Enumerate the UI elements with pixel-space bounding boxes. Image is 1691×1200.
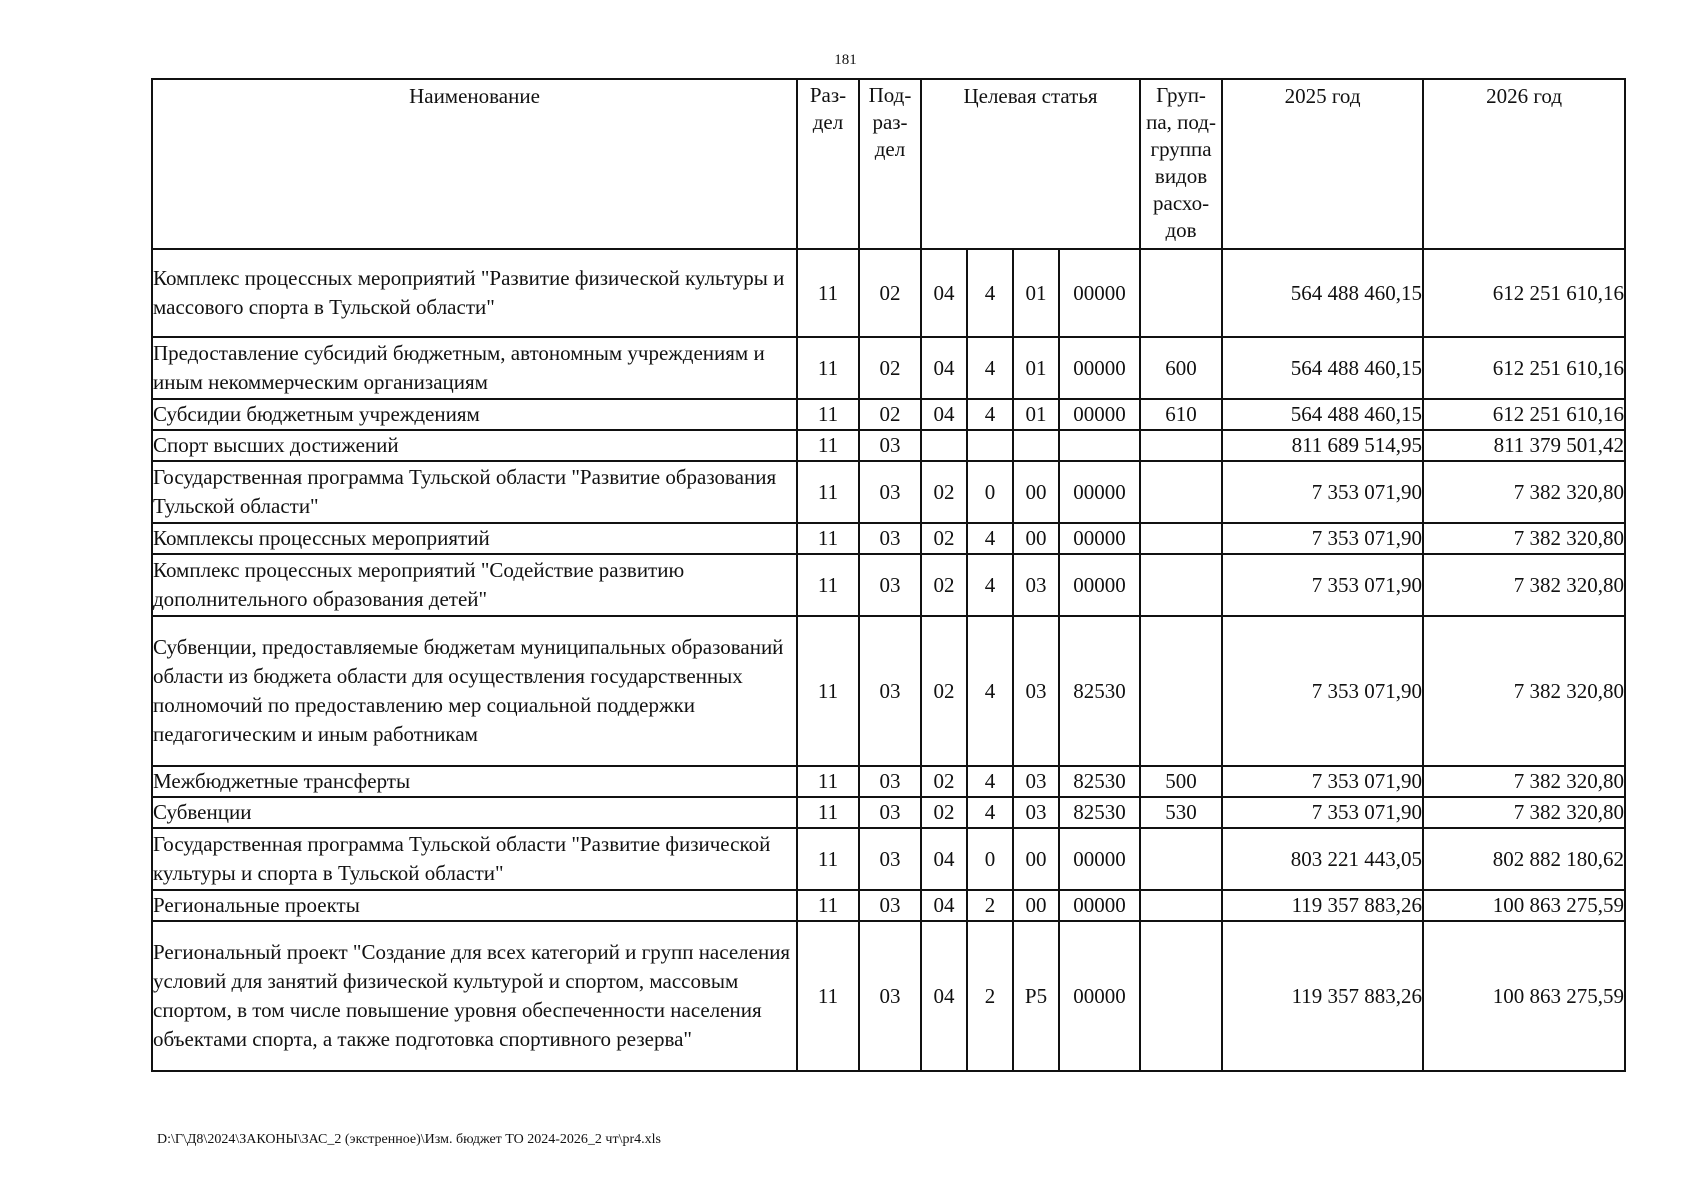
row-target-program: 02 <box>921 554 967 616</box>
table-row <box>152 828 1625 890</box>
header-expense-group: Груп- па, под- группа видов расхо- дов <box>1140 79 1222 249</box>
row-target-subprogram: 03 <box>1013 554 1059 616</box>
row-subsection: 03 <box>859 616 921 766</box>
row-target-program: 02 <box>921 766 967 797</box>
row-subsection: 03 <box>859 766 921 797</box>
header-subsection: Под- раз- дел <box>859 79 921 249</box>
row-target-direction <box>1059 430 1140 461</box>
row-section: 11 <box>797 337 859 399</box>
table-row <box>152 616 1625 766</box>
row-subsection: 03 <box>859 828 921 890</box>
row-target-direction: 00000 <box>1059 921 1140 1071</box>
header-year-2026: 2026 год <box>1423 79 1625 249</box>
row-name: Предоставление субсидий бюджетным, автономным учреждениям и иным некоммерческим организациям <box>152 337 797 399</box>
row-section: 11 <box>797 399 859 430</box>
header-section: Раз- дел <box>797 79 859 249</box>
row-target-program: 02 <box>921 523 967 554</box>
row-expense-group <box>1140 890 1222 921</box>
row-name: Субвенции <box>152 797 797 828</box>
row-name: Государственная программа Тульской области "Развитие физической культуры и спорта в Тульской области" <box>152 828 797 890</box>
row-section: 11 <box>797 461 859 523</box>
row-target-program: 04 <box>921 828 967 890</box>
row-name: Межбюджетные трансферты <box>152 766 797 797</box>
table-row <box>152 337 1625 399</box>
row-target-subprogram: 01 <box>1013 337 1059 399</box>
row-target-direction: 82530 <box>1059 766 1140 797</box>
row-section: 11 <box>797 828 859 890</box>
row-amount-2025: 7 353 071,90 <box>1222 461 1423 523</box>
row-subsection: 03 <box>859 523 921 554</box>
table-row <box>152 766 1625 797</box>
table-row <box>152 554 1625 616</box>
row-amount-2026: 7 382 320,80 <box>1423 523 1625 554</box>
row-target-type: 4 <box>967 249 1013 337</box>
row-section: 11 <box>797 523 859 554</box>
row-amount-2026: 7 382 320,80 <box>1423 461 1625 523</box>
row-target-program: 04 <box>921 249 967 337</box>
row-target-type: 0 <box>967 461 1013 523</box>
table-row <box>152 461 1625 523</box>
header-name: Наименование <box>152 79 797 249</box>
row-amount-2025: 564 488 460,15 <box>1222 337 1423 399</box>
row-section: 11 <box>797 554 859 616</box>
row-amount-2026: 612 251 610,16 <box>1423 337 1625 399</box>
row-amount-2025: 119 357 883,26 <box>1222 890 1423 921</box>
row-target-direction: 82530 <box>1059 616 1140 766</box>
row-expense-group: 600 <box>1140 337 1222 399</box>
row-name: Региональные проекты <box>152 890 797 921</box>
row-expense-group <box>1140 554 1222 616</box>
row-amount-2025: 7 353 071,90 <box>1222 797 1423 828</box>
row-target-subprogram: 00 <box>1013 461 1059 523</box>
row-amount-2025: 7 353 071,90 <box>1222 554 1423 616</box>
row-target-program: 04 <box>921 399 967 430</box>
row-target-direction: 00000 <box>1059 399 1140 430</box>
row-subsection: 02 <box>859 249 921 337</box>
row-section: 11 <box>797 890 859 921</box>
row-target-program: 02 <box>921 616 967 766</box>
file-path-footer: D:\Г\Д8\2024\ЗАКОНЫ\ЗАС_2 (экстренное)\Изм. бюджет ТО 2024-2026_2 чт\pr4.xls <box>157 1132 661 1147</box>
row-target-subprogram: 00 <box>1013 523 1059 554</box>
row-target-program: 02 <box>921 797 967 828</box>
row-section: 11 <box>797 797 859 828</box>
row-amount-2025: 803 221 443,05 <box>1222 828 1423 890</box>
row-target-type <box>967 430 1013 461</box>
row-expense-group <box>1140 461 1222 523</box>
row-amount-2025: 564 488 460,15 <box>1222 249 1423 337</box>
table-row <box>152 921 1625 1071</box>
row-name: Субсидии бюджетным учреждениям <box>152 399 797 430</box>
row-target-subprogram: P5 <box>1013 921 1059 1071</box>
row-amount-2025: 7 353 071,90 <box>1222 766 1423 797</box>
row-target-direction: 00000 <box>1059 523 1140 554</box>
row-amount-2026: 100 863 275,59 <box>1423 921 1625 1071</box>
row-amount-2025: 7 353 071,90 <box>1222 523 1423 554</box>
row-target-type: 4 <box>967 337 1013 399</box>
table-row <box>152 399 1625 430</box>
row-amount-2025: 119 357 883,26 <box>1222 921 1423 1071</box>
budget-table <box>151 78 1626 1072</box>
row-name: Комплекс процессных мероприятий "Развитие физической культуры и массового спорта в Тульской области" <box>152 249 797 337</box>
row-subsection: 02 <box>859 399 921 430</box>
table-body <box>152 249 1625 1071</box>
row-target-type: 4 <box>967 766 1013 797</box>
row-name: Региональный проект "Создание для всех категорий и групп населения условий для занятий физической культурой и спортом, массовым спортом, в том числе повышение уровня обеспеченности населения объектами спорта, а также подготовка спортивного резерва" <box>152 921 797 1071</box>
row-target-subprogram: 03 <box>1013 616 1059 766</box>
row-amount-2026: 612 251 610,16 <box>1423 249 1625 337</box>
row-section: 11 <box>797 249 859 337</box>
row-subsection: 03 <box>859 921 921 1071</box>
table-row <box>152 797 1625 828</box>
row-amount-2025: 564 488 460,15 <box>1222 399 1423 430</box>
row-target-direction: 00000 <box>1059 828 1140 890</box>
row-target-type: 2 <box>967 890 1013 921</box>
row-expense-group: 530 <box>1140 797 1222 828</box>
table-header-row <box>152 79 1625 249</box>
row-target-program: 04 <box>921 921 967 1071</box>
row-name: Государственная программа Тульской области "Развитие образования Тульской области" <box>152 461 797 523</box>
row-target-program: 02 <box>921 461 967 523</box>
row-expense-group <box>1140 828 1222 890</box>
row-subsection: 03 <box>859 554 921 616</box>
row-amount-2026: 802 882 180,62 <box>1423 828 1625 890</box>
row-target-direction: 00000 <box>1059 554 1140 616</box>
row-expense-group: 610 <box>1140 399 1222 430</box>
row-target-direction: 00000 <box>1059 890 1140 921</box>
row-subsection: 03 <box>859 890 921 921</box>
row-section: 11 <box>797 430 859 461</box>
row-subsection: 03 <box>859 797 921 828</box>
row-section: 11 <box>797 921 859 1071</box>
row-expense-group <box>1140 430 1222 461</box>
row-expense-group <box>1140 616 1222 766</box>
row-target-program: 04 <box>921 337 967 399</box>
row-target-direction: 00000 <box>1059 249 1140 337</box>
row-subsection: 03 <box>859 430 921 461</box>
row-amount-2026: 612 251 610,16 <box>1423 399 1625 430</box>
row-amount-2025: 7 353 071,90 <box>1222 616 1423 766</box>
row-target-subprogram: 01 <box>1013 249 1059 337</box>
row-target-subprogram: 00 <box>1013 828 1059 890</box>
row-amount-2025: 811 689 514,95 <box>1222 430 1423 461</box>
row-subsection: 03 <box>859 461 921 523</box>
row-name: Спорт высших достижений <box>152 430 797 461</box>
row-name: Комплексы процессных мероприятий <box>152 523 797 554</box>
row-target-subprogram: 00 <box>1013 890 1059 921</box>
table-row <box>152 523 1625 554</box>
row-amount-2026: 811 379 501,42 <box>1423 430 1625 461</box>
row-amount-2026: 7 382 320,80 <box>1423 554 1625 616</box>
row-target-program: 04 <box>921 890 967 921</box>
row-target-subprogram: 03 <box>1013 797 1059 828</box>
row-target-program <box>921 430 967 461</box>
row-expense-group <box>1140 921 1222 1071</box>
row-expense-group: 500 <box>1140 766 1222 797</box>
row-target-type: 4 <box>967 523 1013 554</box>
row-target-subprogram: 03 <box>1013 766 1059 797</box>
header-target-article: Целевая статья <box>921 79 1140 249</box>
row-target-direction: 00000 <box>1059 337 1140 399</box>
page-number: 181 <box>834 52 857 68</box>
table-row <box>152 430 1625 461</box>
row-expense-group <box>1140 523 1222 554</box>
row-amount-2026: 7 382 320,80 <box>1423 797 1625 828</box>
row-target-type: 4 <box>967 399 1013 430</box>
row-target-type: 2 <box>967 921 1013 1071</box>
row-subsection: 02 <box>859 337 921 399</box>
row-section: 11 <box>797 616 859 766</box>
row-amount-2026: 100 863 275,59 <box>1423 890 1625 921</box>
row-expense-group <box>1140 249 1222 337</box>
row-target-direction: 82530 <box>1059 797 1140 828</box>
row-target-subprogram <box>1013 430 1059 461</box>
row-amount-2026: 7 382 320,80 <box>1423 766 1625 797</box>
row-section: 11 <box>797 766 859 797</box>
row-name: Субвенции, предоставляемые бюджетам муниципальных образований области из бюджета области для осуществления государственных полномочий по предоставлению мер социальной поддержки педагогическим и иным работникам <box>152 616 797 766</box>
row-target-type: 0 <box>967 828 1013 890</box>
header-year-2025: 2025 год <box>1222 79 1423 249</box>
row-target-type: 4 <box>967 797 1013 828</box>
row-target-subprogram: 01 <box>1013 399 1059 430</box>
row-amount-2026: 7 382 320,80 <box>1423 616 1625 766</box>
row-name: Комплекс процессных мероприятий "Содействие развитию дополнительного образования детей" <box>152 554 797 616</box>
table-row <box>152 249 1625 337</box>
row-target-direction: 00000 <box>1059 461 1140 523</box>
row-target-type: 4 <box>967 554 1013 616</box>
row-target-type: 4 <box>967 616 1013 766</box>
table-row <box>152 890 1625 921</box>
